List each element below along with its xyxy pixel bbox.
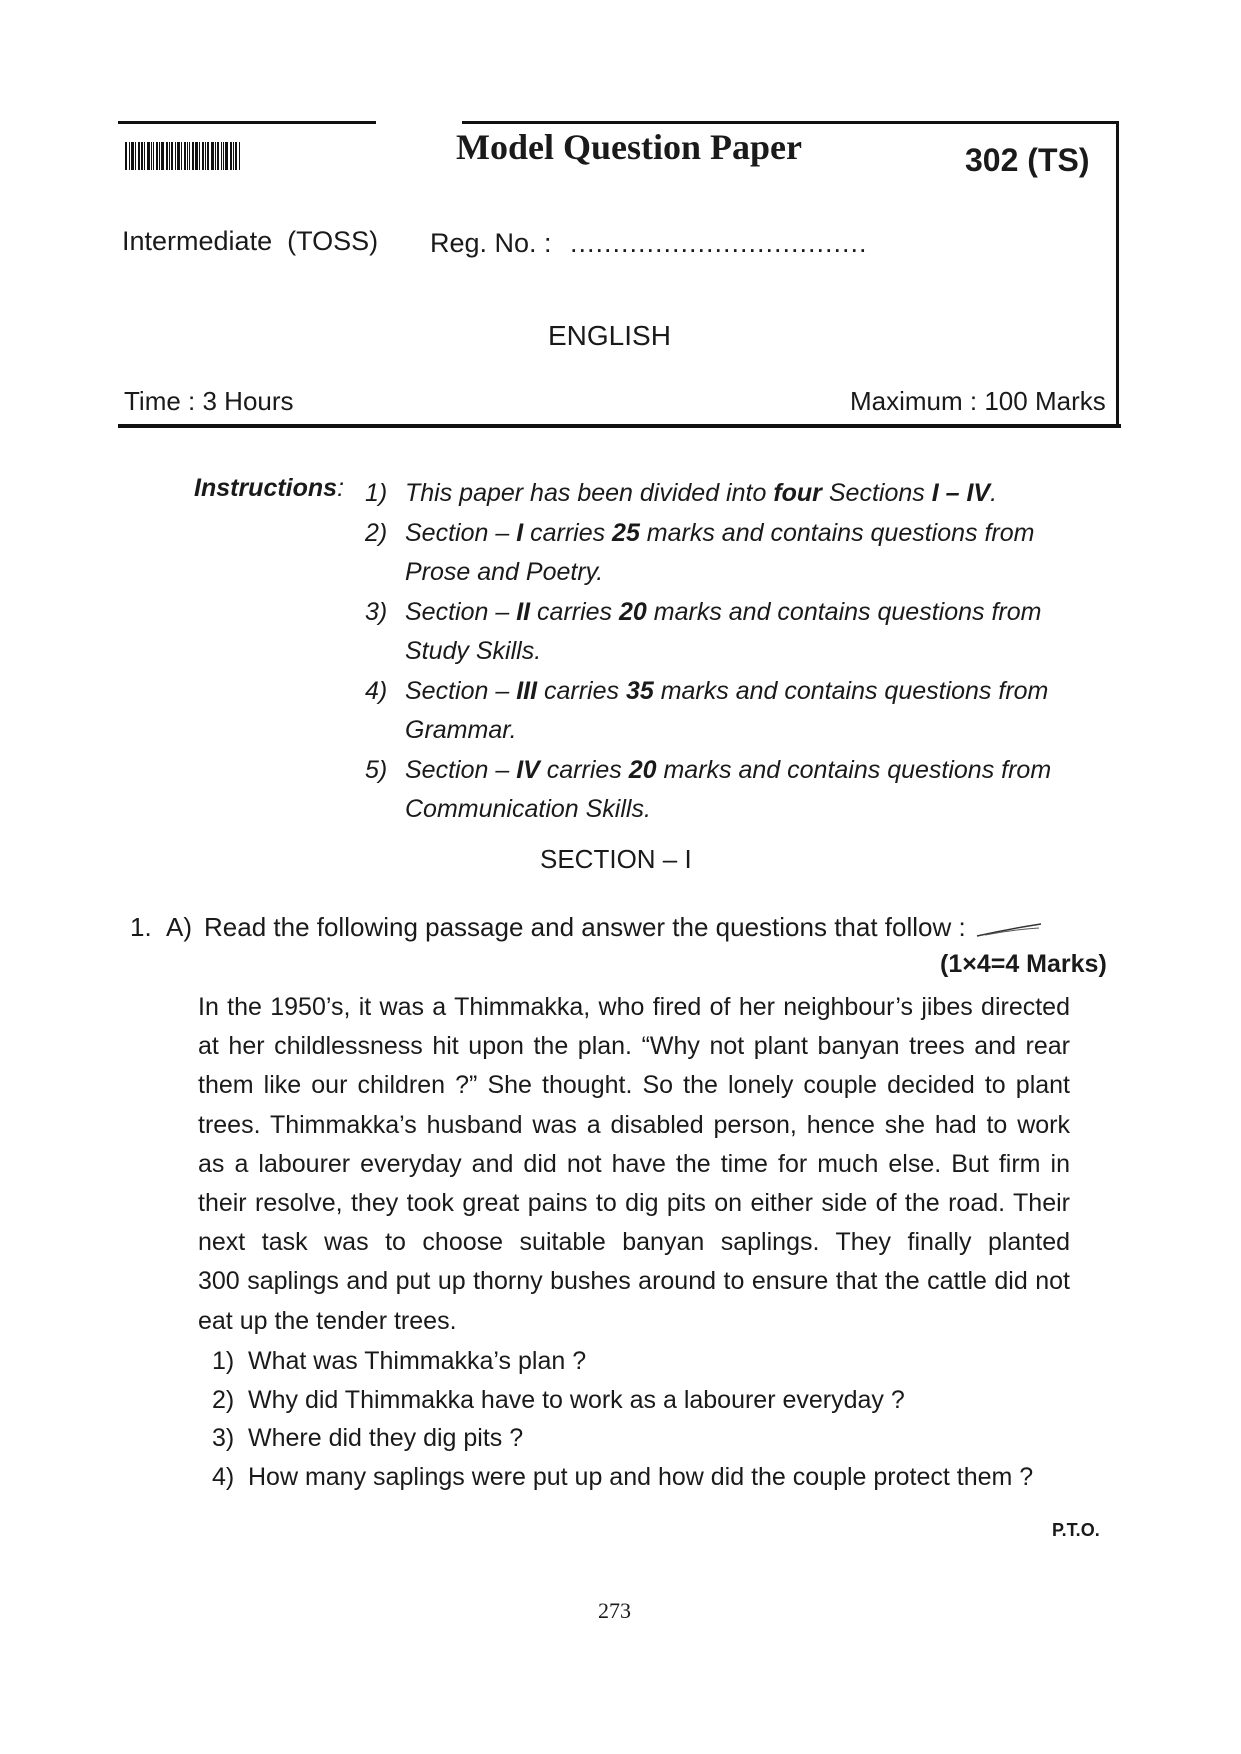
pen-stroke-mark — [975, 920, 1045, 940]
barcode-bar — [221, 142, 222, 170]
sub-question-list — [212, 1342, 1092, 1497]
barcode-bar — [138, 142, 140, 170]
passage-line: trees. Thimmakka’s husband was a disabled person, hence she had to work — [198, 1110, 1070, 1139]
time-allowed: Time : 3 Hours — [124, 386, 294, 416]
passage-line: as a labourer everyday and did not have the time for much else. But firm in — [198, 1149, 1070, 1178]
question-marks: (1×4=4 Marks) — [940, 950, 1107, 978]
barcode-bar — [171, 142, 173, 170]
subject-title: ENGLISH — [548, 320, 671, 351]
page-number: 273 — [598, 1598, 631, 1623]
passage-line: their resolve, they took great pains to dig pits on either side of the road. Their — [198, 1189, 1070, 1218]
barcode-bar — [239, 142, 240, 170]
barcode-bar — [159, 142, 160, 170]
barcode-bar — [215, 142, 216, 170]
instruction-item: 2) Section – I carries 25 marks and contains questions from Prose and Poetry. — [365, 518, 1035, 586]
barcode-bar — [156, 142, 158, 170]
barcode-bar — [135, 142, 136, 170]
barcode-bar — [125, 142, 127, 170]
barcode-bar — [235, 142, 237, 170]
barcode-bar — [205, 142, 206, 170]
instruction-item: 1) This paper has been divided into four Sections I – IV. — [365, 479, 998, 507]
passage-line: next task was to choose suitable banyan saplings. They finally planted — [198, 1228, 1070, 1257]
barcode-bar — [177, 142, 180, 170]
barcode-bar — [225, 142, 228, 170]
barcode-bar — [151, 142, 152, 170]
barcode-bar — [129, 142, 130, 170]
barcode-bar — [230, 142, 232, 170]
barcode-bar — [181, 142, 182, 170]
sub-question: 1) What was Thimmakka’s plan ? — [212, 1347, 587, 1375]
question-prompt — [130, 912, 966, 943]
sub-question: 4) How many saplings were put up and how did the couple protect them ? — [212, 1463, 1034, 1492]
question-part: A) — [166, 912, 192, 942]
barcode-bar — [166, 142, 168, 170]
instruction-item: 3) Section – II carries 20 marks and contains questions from Study Skills. — [365, 597, 1042, 665]
header-rule-left — [118, 121, 376, 124]
instruction-item: 5) Section – IV carries 20 marks and contains questions from Communication Skills. — [365, 755, 1052, 823]
barcode-graphic — [125, 142, 290, 170]
paper-code: 302 (TS) — [965, 142, 1090, 178]
barcode-bar — [211, 142, 214, 170]
barcode-bar — [199, 142, 200, 170]
reading-passage — [198, 988, 1070, 1341]
barcode-bar — [131, 142, 134, 170]
barcode-bar — [233, 142, 234, 170]
barcode-bar — [223, 142, 224, 170]
barcode-bar — [189, 142, 190, 170]
barcode-bar — [217, 142, 219, 170]
barcode-bar — [202, 142, 204, 170]
sub-question: 2) Why did Thimmakka have to work as a labourer everyday ? — [212, 1385, 905, 1414]
barcode-bar — [192, 142, 194, 170]
barcode-bar — [184, 142, 186, 170]
passage-line: 300 saplings and put up thorny bushes around to ensure that the cattle did not — [198, 1267, 1070, 1296]
instructions-list — [365, 474, 1085, 830]
passage-line: eat up the tender trees. — [198, 1306, 457, 1335]
question-number: 1. — [130, 912, 152, 942]
barcode-bar — [207, 142, 209, 170]
reg-no-field[interactable]: ................................... — [570, 228, 868, 258]
barcode-bar — [187, 142, 188, 170]
instruction-item: 4) Section – III carries 35 marks and contains questions from Grammar. — [365, 676, 1049, 744]
passage-line: at her childlessness hit upon the plan. “Why not plant banyan trees and rear — [198, 1032, 1070, 1061]
sub-question: 3) Where did they dig pits ? — [212, 1424, 524, 1453]
section-heading: SECTION – I — [540, 844, 692, 874]
instructions-label: Instructions: — [194, 474, 345, 502]
please-turn-over: P.T.O. — [1052, 1520, 1100, 1540]
passage-line: In the 1950’s, it was a Thimmakka, who fired of her neighbour’s jibes directed — [198, 993, 1070, 1021]
maximum-marks: Maximum : 100 Marks — [850, 386, 1106, 416]
barcode-bar — [141, 142, 143, 170]
barcode-bar — [153, 142, 154, 170]
barcode-bar — [175, 142, 176, 170]
reg-no-label: Reg. No. : — [430, 228, 552, 258]
header-rule-bottom — [118, 424, 1121, 428]
barcode-bar — [147, 142, 150, 170]
barcode-bar — [144, 142, 145, 170]
barcode-bar — [161, 142, 164, 170]
passage-line: them like our children ?” She thought. So the lonely couple decided to plant — [198, 1071, 1070, 1100]
course-level: Intermediate (TOSS) — [122, 226, 379, 256]
paper-title: Model Question Paper — [456, 127, 802, 167]
barcode-bar — [169, 142, 170, 170]
question-text: Read the following passage and answer the questions that follow : — [204, 912, 966, 942]
barcode-bar — [195, 142, 198, 170]
